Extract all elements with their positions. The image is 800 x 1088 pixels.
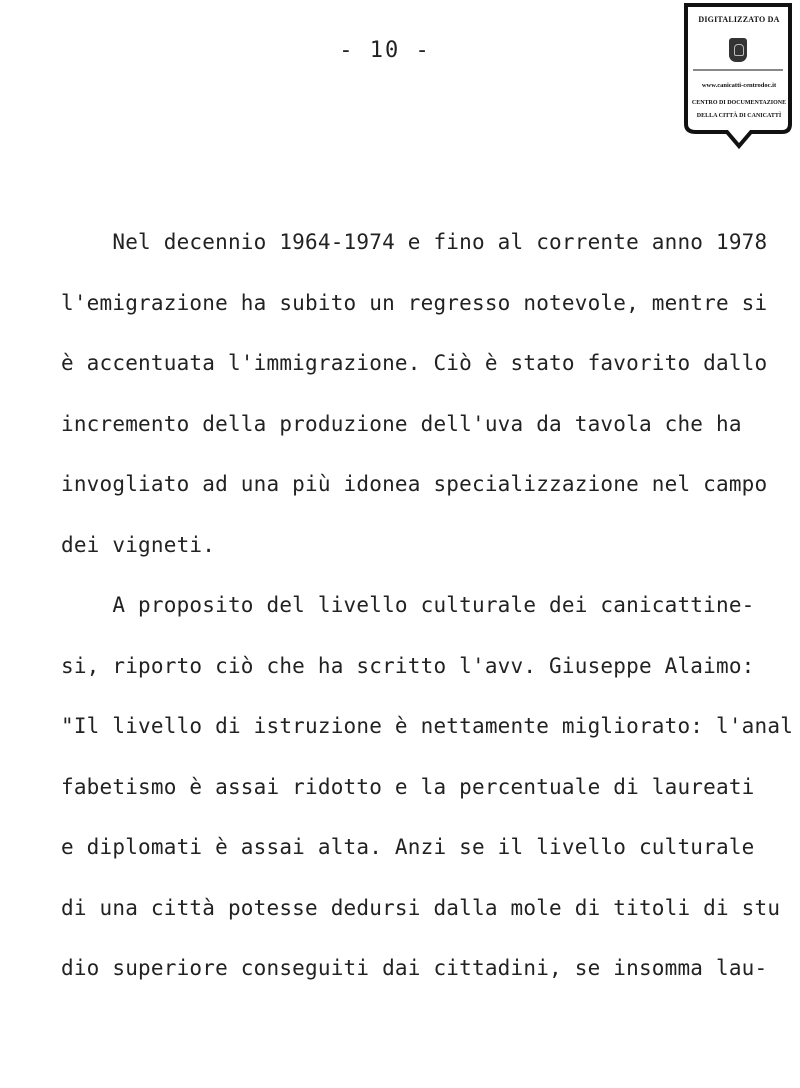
text-line: fabetismo è assai ridotto e la percentuale di laureati xyxy=(61,774,755,799)
stamp-shield-shape xyxy=(683,2,795,152)
text-line: incremento della produzione dell'uva da tavola che ha xyxy=(61,411,742,436)
text-line: "Il livello di istruzione è nettamente migliorato: l'anal xyxy=(61,714,794,738)
text-line: è accentuata l'immigrazione. Ciò è stato favorito dallo xyxy=(61,351,768,375)
page-number: - 10 - xyxy=(339,38,431,63)
stamp-heading: DIGITALIZZATO DA xyxy=(698,15,780,24)
stamp-line-1: CENTRO DI DOCUMENTAZIONE xyxy=(691,100,787,106)
text-line: Nel decennio 1964-1974 e fino al corrente anno 1978 xyxy=(61,230,768,254)
stamp-line-2: DELLA CITTÀ DI CANICATTÌ xyxy=(696,113,782,119)
text-line: dio superiore conseguiti dai cittadini, se insomma lau- xyxy=(61,956,768,980)
digitization-stamp xyxy=(683,2,795,146)
text-line: di una città potesse dedursi dalla mole di titoli di stu xyxy=(61,895,781,920)
stamp-url: www.canicatti-centrodoc.it xyxy=(701,82,777,89)
text-line: e diplomati è assai alta. Anzi se il livello culturale xyxy=(61,835,755,859)
document-body xyxy=(61,212,794,999)
text-line: dei vigneti. xyxy=(61,532,216,557)
text-line: l'emigrazione ha subito un regresso notevole, mentre si xyxy=(61,290,768,315)
coat-of-arms-icon xyxy=(729,38,747,62)
text-line: A proposito del livello culturale dei canicattine- xyxy=(61,593,755,617)
text-line: si, riporto ciò che ha scritto l'avv. Giuseppe Alaimo: xyxy=(61,653,755,678)
text-line: invogliato ad una più idonea specializzazione nel campo xyxy=(61,472,768,496)
